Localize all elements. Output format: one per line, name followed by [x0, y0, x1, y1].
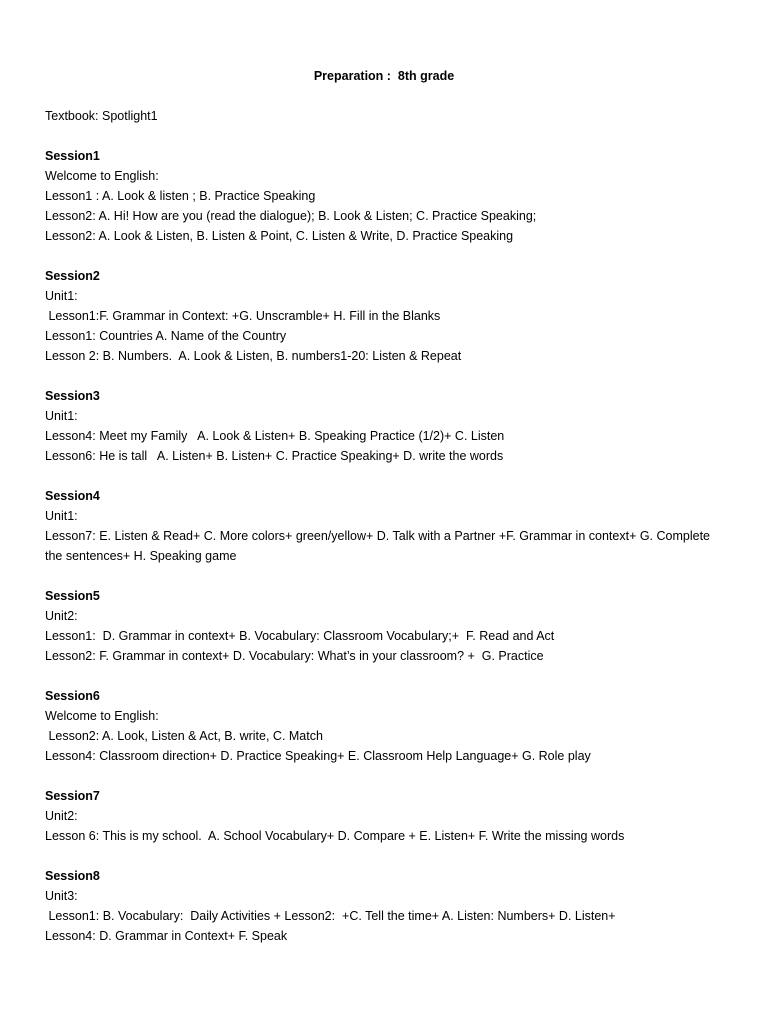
session-heading: Session6: [45, 689, 100, 703]
session-heading: Session3: [45, 389, 100, 403]
session-line: Unit1:: [45, 409, 78, 423]
session-line: Unit3:: [45, 889, 78, 903]
session-block: [45, 146, 725, 246]
session-line: Lesson2: F. Grammar in context+ D. Vocabulary: What’s in your classroom? + G. Practice: [45, 649, 544, 663]
session-heading: Session5: [45, 589, 100, 603]
session-line: Unit2:: [45, 609, 78, 623]
session-line: Lesson4: D. Grammar in Context+ F. Speak: [45, 929, 288, 943]
session-line: Lesson1:F. Grammar in Context: +G. Unscramble+ H. Fill in the Blanks: [45, 309, 441, 323]
session-block: [45, 866, 725, 946]
session-line: Lesson2: A. Look & Listen, B. Listen & Point, C. Listen & Write, D. Practice Speaking: [45, 229, 514, 243]
session-block: [45, 386, 725, 466]
session-line: Lesson7: E. Listen & Read+ C. More colors+ green/yellow+ D. Talk with a Partner +F. Grammar in context+ G. Complete the sentences+ H. Speaking game: [45, 529, 714, 563]
session-line: Lesson1: D. Grammar in context+ B. Vocabulary: Classroom Vocabulary;+ F. Read and Act: [45, 629, 555, 643]
session-line: Lesson4: Meet my Family A. Look & Listen+ B. Speaking Practice (1/2)+ C. Listen: [45, 429, 505, 443]
session-line: Lesson4: Classroom direction+ D. Practice Speaking+ E. Classroom Help Language+ G. Role play: [45, 749, 591, 763]
session-line: Lesson1: Countries A. Name of the Country: [45, 329, 287, 343]
session-line: Unit1:: [45, 289, 78, 303]
session-heading: Session2: [45, 269, 100, 283]
session-line: Lesson 2: B. Numbers. A. Look & Listen, B. numbers1-20: Listen & Repeat: [45, 349, 462, 363]
session-line: Lesson6: He is tall A. Listen+ B. Listen+ C. Practice Speaking+ D. write the words: [45, 449, 504, 463]
document-title: Preparation : 8th grade: [313, 69, 455, 83]
session-block: [45, 786, 725, 846]
document-body: [45, 106, 725, 946]
session-line: Lesson1 : A. Look & listen ; B. Practice Speaking: [45, 189, 316, 203]
session-line: Lesson2: A. Hi! How are you (read the dialogue); B. Look & Listen; C. Practice Speaking;: [45, 209, 537, 223]
session-line: Lesson1: B. Vocabulary: Daily Activities + Lesson2: +C. Tell the time+ A. Listen: Numbers+ D. Listen+: [45, 909, 616, 923]
session-heading: Session4: [45, 489, 100, 503]
textbook-line: Textbook: Spotlight1: [45, 109, 158, 123]
session-line: Welcome to English:: [45, 709, 159, 723]
session-line: Unit2:: [45, 809, 78, 823]
session-block: [45, 586, 725, 666]
session-heading: Session1: [45, 149, 100, 163]
session-block: [45, 486, 725, 566]
session-line: Lesson2: A. Look, Listen & Act, B. write, C. Match: [45, 729, 323, 743]
session-line: Welcome to English:: [45, 169, 159, 183]
session-heading: Session7: [45, 789, 100, 803]
session-line: Lesson 6: This is my school. A. School Vocabulary+ D. Compare + E. Listen+ F. Write the missing words: [45, 829, 625, 843]
session-block: [45, 686, 725, 766]
session-block: [45, 266, 725, 366]
session-line: Unit1:: [45, 509, 78, 523]
session-heading: Session8: [45, 869, 100, 883]
